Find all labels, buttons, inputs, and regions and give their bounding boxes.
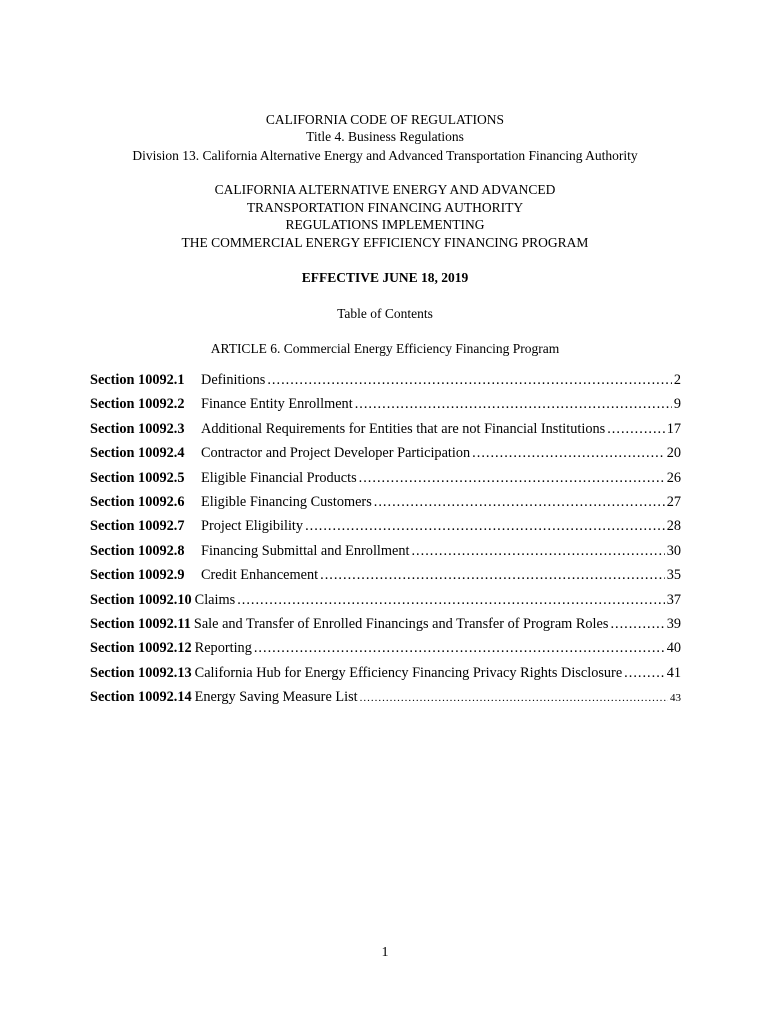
article-heading: ARTICLE 6. Commercial Energy Efficiency Financing Program (210, 341, 560, 356)
toc-page-number: 39 (666, 615, 681, 632)
toc-section-title: Eligible Financing Customers (201, 493, 372, 510)
toc-leader-dots (411, 543, 664, 560)
toc-entry[interactable] (90, 372, 681, 396)
toc-section-title: Additional Requirements for Entities that are not Financial Institutions (201, 420, 606, 437)
toc-page-number: 41 (666, 664, 681, 681)
toc-leader-dots (607, 421, 664, 438)
toc-section-title: Reporting (194, 640, 252, 657)
toc-page-number: 35 (666, 567, 681, 584)
page-number: 1 (381, 945, 389, 960)
toc-entry[interactable] (90, 665, 681, 689)
agency-line-2: TRANSPORTATION FINANCING AUTHORITY (246, 200, 524, 215)
toc-section-number: Section 10092.10 (90, 591, 192, 608)
toc-leader-dots (320, 567, 665, 584)
toc-entry[interactable] (90, 396, 681, 420)
toc-leader-dots (359, 470, 665, 487)
toc-page-number: 28 (666, 518, 681, 535)
toc-leader-dots (624, 665, 665, 682)
toc-entry[interactable] (90, 518, 681, 542)
toc-entry[interactable] (90, 470, 681, 494)
division-line: Division 13. California Alternative Energy and Advanced Transportation Financing Authority (132, 148, 638, 163)
toc-section-title: Eligible Financial Products (201, 469, 357, 486)
toc-section-title: Credit Enhancement (201, 567, 319, 584)
toc-page-number: 2 (673, 372, 681, 388)
toc-section-number: Section 10092.8 (90, 542, 185, 559)
toc-page-number: 40 (666, 640, 681, 657)
toc-section-number: Section 10092.9 (90, 567, 185, 584)
toc-leader-dots (237, 592, 665, 609)
toc-section-title: Financing Submittal and Enrollment (201, 542, 410, 559)
toc-page-number: 27 (666, 493, 681, 510)
toc-section-number: Section 10092.5 (90, 469, 185, 486)
toc-leader-dots (610, 616, 664, 633)
toc-entry[interactable] (90, 616, 681, 640)
toc-page-number: 20 (666, 445, 681, 462)
toc-entry[interactable] (90, 567, 681, 591)
toc-leader-dots (254, 640, 665, 657)
toc-entry[interactable] (90, 543, 681, 567)
toc-section-title: Energy Saving Measure List (194, 689, 358, 706)
toc-page-number: 43 (670, 692, 681, 705)
toc-section-number: Section 10092.2 (90, 396, 185, 413)
toc-page-number: 17 (666, 420, 681, 437)
toc-leader-dots (360, 692, 668, 704)
toc-leader-dots (472, 445, 665, 462)
toc-section-title: Project Eligibility (201, 518, 304, 535)
table-of-contents (90, 372, 681, 713)
title-line: Title 4. Business Regulations (306, 129, 464, 144)
toc-page-number: 37 (666, 591, 681, 608)
toc-heading: Table of Contents (337, 306, 433, 321)
toc-entry[interactable] (90, 689, 681, 713)
toc-leader-dots (374, 494, 665, 511)
toc-section-number: Section 10092.6 (90, 493, 185, 510)
program-title: THE COMMERCIAL ENERGY EFFICIENCY FINANCING PROGRAM (181, 235, 589, 250)
toc-page-number: 9 (673, 396, 681, 413)
toc-entry[interactable] (90, 421, 681, 445)
toc-section-number: Section 10092.14 (90, 689, 192, 706)
agency-line-3: REGULATIONS IMPLEMENTING (285, 217, 485, 232)
effective-date: EFFECTIVE JUNE 18, 2019 (301, 270, 469, 285)
toc-entry[interactable] (90, 445, 681, 469)
toc-section-number: Section 10092.7 (90, 518, 185, 535)
toc-section-title: Contractor and Project Developer Participation (201, 445, 471, 462)
toc-section-number: Section 10092.1 (90, 372, 185, 388)
toc-entry[interactable] (90, 494, 681, 518)
toc-section-number: Section 10092.12 (90, 640, 192, 657)
toc-entry[interactable] (90, 592, 681, 616)
toc-leader-dots (305, 518, 665, 535)
toc-page-number: 30 (666, 542, 681, 559)
toc-section-title: Sale and Transfer of Enrolled Financings and Transfer of Program Roles (193, 615, 609, 632)
toc-section-number: Section 10092.4 (90, 445, 185, 462)
toc-section-number: Section 10092.3 (90, 420, 185, 437)
toc-section-title: California Hub for Energy Efficiency Financing Privacy Rights Disclosure (194, 664, 623, 681)
toc-section-number: Section 10092.11 (90, 615, 191, 632)
toc-section-title: Definitions (201, 372, 266, 388)
toc-leader-dots (355, 396, 672, 413)
toc-leader-dots (267, 372, 672, 389)
toc-section-title: Claims (194, 591, 236, 608)
agency-line-1: CALIFORNIA ALTERNATIVE ENERGY AND ADVANCED (214, 182, 556, 197)
toc-page-number: 26 (666, 469, 681, 486)
code-title: CALIFORNIA CODE OF REGULATIONS (265, 112, 505, 127)
toc-section-title: Finance Entity Enrollment (201, 396, 353, 413)
toc-entry[interactable] (90, 640, 681, 664)
toc-section-number: Section 10092.13 (90, 664, 192, 681)
